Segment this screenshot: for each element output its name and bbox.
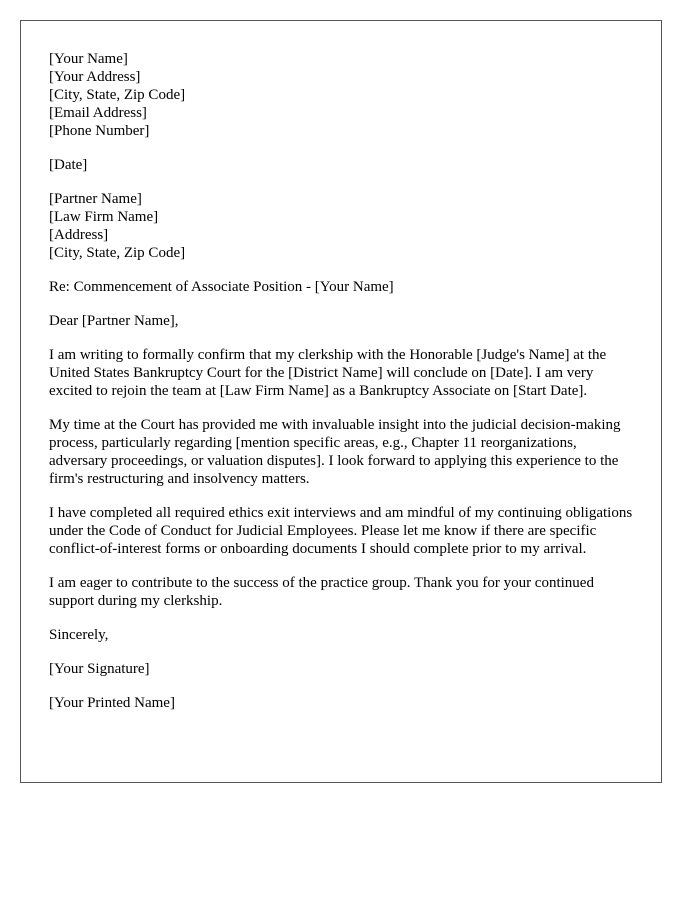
subject-block (49, 278, 633, 296)
letter-document (20, 20, 662, 783)
body-paragraph-4: I am eager to contribute to the success of the practice group. Thank you for your continued support during my clerkship. (49, 575, 594, 609)
sender-address: [Your Address] (49, 69, 141, 85)
body-paragraph-3: I have completed all required ethics exit interviews and am mindful of my continuing obligations under the Code of Conduct for Judicial Employees. Please let me know if there are specific conflict-of-interest forms or onboarding documents I should complete prior to my arrival. (49, 505, 633, 557)
closing-block (49, 626, 633, 644)
sender-phone: [Phone Number] (49, 123, 150, 139)
subject-line: Re: Commencement of Associate Position - [Your Name] (49, 279, 394, 295)
recipient-block (49, 190, 633, 262)
printed-name: [Your Printed Name] (49, 695, 175, 711)
closing: Sincerely, (49, 627, 109, 643)
sender-city-state-zip: [City, State, Zip Code] (49, 87, 186, 103)
recipient-partner-name: [Partner Name] (49, 191, 142, 207)
signature: [Your Signature] (49, 661, 150, 677)
signature-block (49, 660, 633, 678)
recipient-address: [Address] (49, 227, 109, 243)
salutation-block (49, 312, 633, 330)
printed-name-block (49, 694, 633, 712)
sender-email: [Email Address] (49, 105, 147, 121)
letter-date: [Date] (49, 157, 88, 173)
body-paragraph-2: My time at the Court has provided me with invaluable insight into the judicial decision-making process, particularly regarding [mention specific areas, e.g., Chapter 11 reorganizations, adversary proceedings, or valuation disputes]. I look forward to applying this experience to the firm's restructuring and insolvency matters. (49, 417, 621, 487)
recipient-city-state-zip: [City, State, Zip Code] (49, 245, 186, 261)
recipient-firm-name: [Law Firm Name] (49, 209, 159, 225)
date-block (49, 156, 633, 174)
salutation: Dear [Partner Name], (49, 313, 179, 329)
sender-block (49, 50, 633, 140)
body-paragraph-1: I am writing to formally confirm that my clerkship with the Honorable [Judge's Name] at the United States Bankruptcy Court for the [District Name] will conclude on [Date]. I am very excited to rejoin the team at [Law Firm Name] as a Bankruptcy Associate on [Start Date]. (49, 347, 607, 399)
sender-name: [Your Name] (49, 51, 128, 67)
